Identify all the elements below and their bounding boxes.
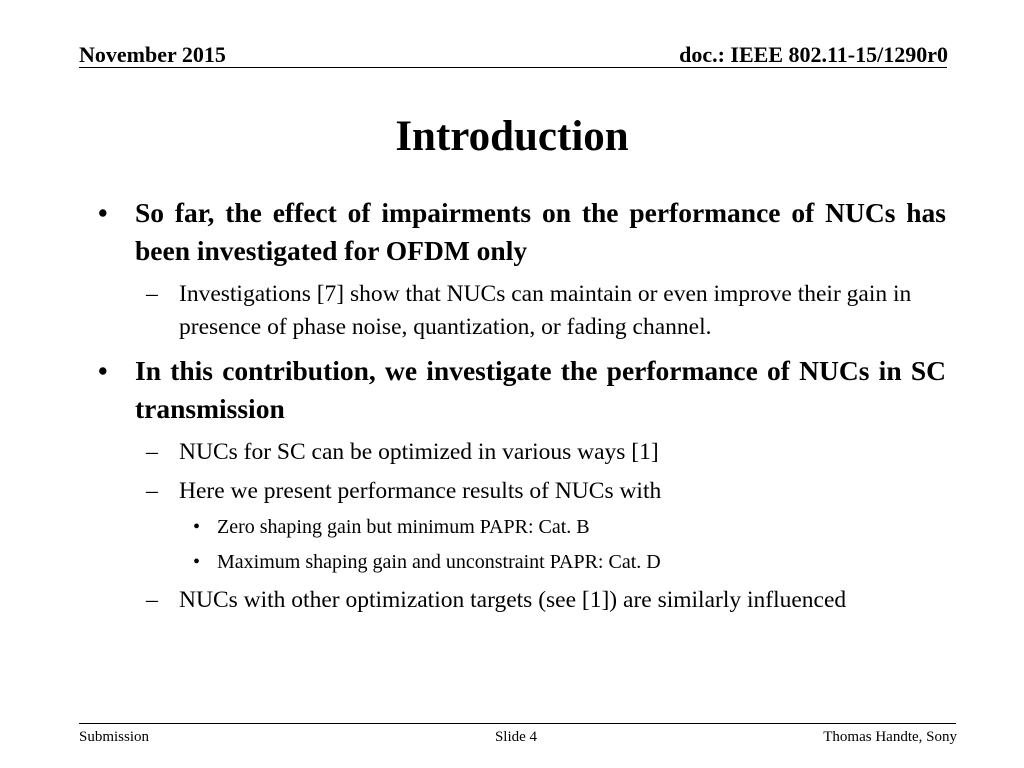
bullet-text: So far, the effect of impairments on the performance of NUCs has been investigated for OFDM only bbox=[135, 197, 946, 266]
footer-divider bbox=[79, 723, 956, 724]
sub-bullet-text: Investigations [7] show that NUCs can maintain or even improve their gain in presence of phase noise, quantization, or fading channel. bbox=[179, 281, 912, 340]
sub-bullet-investigations bbox=[96, 278, 946, 344]
bullet-marker: • bbox=[98, 197, 108, 228]
bullet-marker: • bbox=[98, 355, 108, 386]
footer-submission: Submission bbox=[79, 729, 150, 745]
sub-bullet-other-targets bbox=[96, 584, 946, 617]
sub-sub-bullet-cat-b bbox=[96, 514, 946, 541]
dash-marker: – bbox=[146, 478, 158, 504]
sub-bullet-results bbox=[96, 475, 946, 508]
bullet-ofdm-only bbox=[96, 194, 946, 270]
sub-bullet-text: Here we present performance results of NUCs with bbox=[179, 478, 662, 504]
footer-slide-number: Slide 4 bbox=[494, 729, 538, 745]
dash-marker: – bbox=[146, 587, 158, 613]
sub-bullet-optimized bbox=[96, 436, 946, 469]
sub-sub-bullet-cat-d bbox=[96, 549, 946, 576]
sub-bullet-text: NUCs for SC can be optimized in various ways [1] bbox=[179, 439, 659, 465]
bullet-text: In this contribution, we investigate the performance of NUCs in SC transmission bbox=[135, 355, 946, 424]
sub-bullet-text: NUCs with other optimization targets (see [1]) are similarly influenced bbox=[179, 587, 847, 613]
dash-marker: – bbox=[146, 439, 158, 465]
sub-sub-bullet-text: Zero shaping gain but minimum PAPR: Cat. B bbox=[217, 516, 590, 538]
header-doc-id: doc.: IEEE 802.11-15/1290r0 bbox=[679, 42, 948, 67]
bullet-marker: • bbox=[193, 516, 201, 538]
dash-marker: – bbox=[146, 281, 158, 307]
slide-body bbox=[96, 194, 946, 623]
bullet-sc-transmission bbox=[96, 352, 946, 428]
slide-title: Introduction bbox=[395, 113, 629, 160]
header-divider bbox=[79, 67, 947, 68]
bullet-marker: • bbox=[193, 551, 201, 573]
header-date: November 2015 bbox=[79, 42, 226, 67]
footer-author: Thomas Handte, Sony bbox=[823, 729, 957, 745]
sub-sub-bullet-text: Maximum shaping gain and unconstraint PAPR: Cat. D bbox=[217, 551, 661, 573]
